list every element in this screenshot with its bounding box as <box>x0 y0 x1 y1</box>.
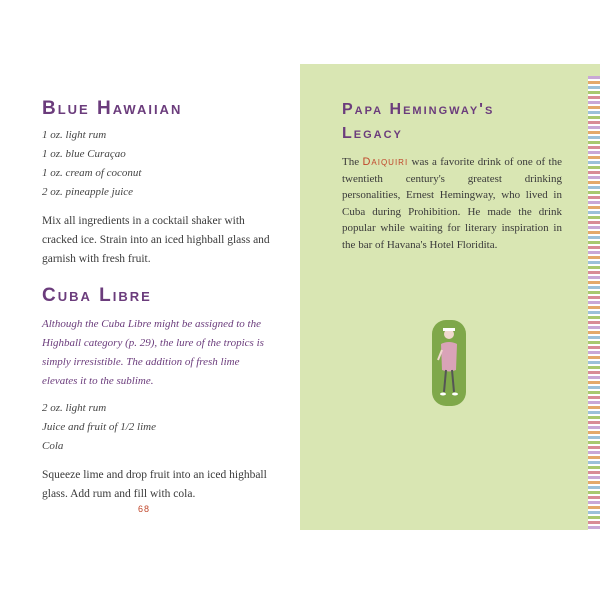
sidebar-text-end: was a favorite drink of one of the twentieth century's greatest drinking personalities, Ernest Hemingway, who lived in Cuba during Prohibition. He made the drink popular while waiting for literary inspiration in the bar of Havana's Hotel Floridita. <box>342 156 562 251</box>
sidebar-title-line1: Papa Hemingway's <box>342 101 495 118</box>
sidebar-text <box>342 154 562 253</box>
sidebar-title-line2: Legacy <box>342 125 403 142</box>
cuba-libre-directions: Squeeze lime and drop fruit into an iced highball glass. Add rum and fill with cola. <box>42 469 267 500</box>
figure-icon <box>432 320 466 406</box>
decorative-stripes <box>588 76 600 530</box>
hemingway-illustration <box>432 320 466 406</box>
blue-hawaiian-directions: Mix all ingredients in a cocktail shaker with cracked ice. Strain into an iced highball glass and garnish with fresh fruit. <box>42 215 270 265</box>
blue-hawaiian-ingredients <box>42 126 274 202</box>
book-spread <box>0 64 600 530</box>
daiquiri-highlight: Daiquiri <box>362 156 409 168</box>
ingredient-item: 1 oz. blue Curaçao <box>42 148 126 160</box>
cuba-libre-intro: Although the Cuba Libre might be assigned to the Highball category (p. 29), the lure of the tropics is simply irresistible. The addition of fresh lime elevates it to the sublime. <box>42 318 264 387</box>
right-page <box>300 64 600 530</box>
ingredient-item: 2 oz. light rum <box>42 402 107 414</box>
ingredient-item: Juice and fruit of 1/2 lime <box>42 421 156 433</box>
left-page <box>0 64 300 530</box>
cuba-libre-title: Cuba Libre <box>42 285 152 306</box>
left-content <box>42 98 274 504</box>
ingredient-item: 1 oz. cream of coconut <box>42 167 142 179</box>
sidebar-text-start: The <box>342 156 363 168</box>
ingredient-item: 2 oz. pineapple juice <box>42 186 134 198</box>
right-content <box>342 98 562 253</box>
blue-hawaiian-title: Blue Hawaiian <box>42 98 183 119</box>
page-number: 68 <box>138 504 151 514</box>
sidebar-title <box>342 98 562 146</box>
cuba-libre-ingredients <box>42 399 274 456</box>
ingredient-item: 1 oz. light rum <box>42 129 107 141</box>
ingredient-item: Cola <box>42 440 64 452</box>
